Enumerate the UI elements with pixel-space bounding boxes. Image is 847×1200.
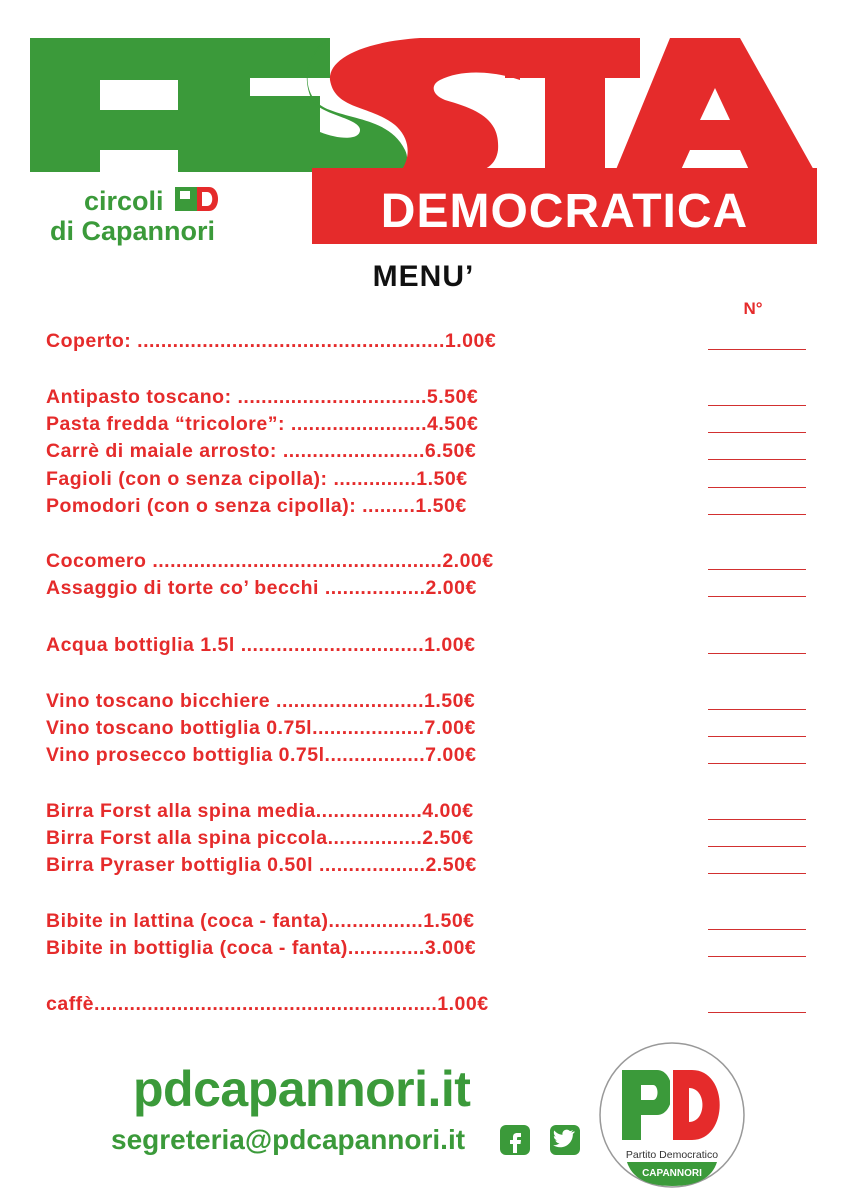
menu-item-text: Bibite in lattina (coca - fanta)................1.50€: [46, 910, 475, 932]
quantity-blank-line[interactable]: [708, 1012, 806, 1013]
menu-item: [46, 493, 846, 519]
website-text[interactable]: pdcapannori.it: [133, 1061, 471, 1117]
quantity-blank-line[interactable]: [708, 432, 806, 433]
menu-item-text: Pasta fredda “tricolore”: .......................4.50€: [46, 413, 479, 435]
quantity-blank-line[interactable]: [708, 487, 806, 488]
menu-item-text: Antipasto toscano: ................................5.50€: [46, 386, 479, 408]
circoli-line2: di Capannori: [50, 216, 216, 246]
quantity-blank-line[interactable]: [708, 459, 806, 460]
menu-item-text: Birra Forst alla spina media..................4.00€: [46, 800, 474, 822]
pd-capannori-logo: [597, 1040, 747, 1190]
menu-item-text: Bibite in bottiglia (coca - fanta).............3.00€: [46, 937, 477, 959]
menu-item-text: Carrè di maiale arrosto: ........................6.50€: [46, 440, 477, 462]
quantity-blank-line[interactable]: [708, 514, 806, 515]
menu-item: [46, 548, 846, 574]
menu-item-text: Birra Forst alla spina piccola................2.50€: [46, 827, 474, 849]
quantity-blank-line[interactable]: [708, 956, 806, 957]
menu-item-text: Cocomero .................................................2.00€: [46, 550, 494, 572]
menu-item: [46, 688, 846, 714]
menu-item-text: Acqua bottiglia 1.5l ...............................1.00€: [46, 634, 476, 656]
quantity-blank-line[interactable]: [708, 819, 806, 820]
menu-item: [46, 991, 846, 1017]
menu-item: [46, 328, 846, 354]
menu-item: [46, 852, 846, 878]
logo-place-text: CAPANNORI: [642, 1168, 702, 1179]
logo-party-text: Partito Democratico: [625, 1149, 719, 1161]
quantity-blank-line[interactable]: [708, 405, 806, 406]
quantity-blank-line[interactable]: [708, 736, 806, 737]
menu-item: [46, 825, 846, 851]
menu-item-text: Vino prosecco bottiglia 0.75l.................7.00€: [46, 744, 477, 766]
quantity-blank-line[interactable]: [708, 873, 806, 874]
menu-item: [46, 466, 846, 492]
menu-item: [46, 438, 846, 464]
quantity-blank-line[interactable]: [708, 929, 806, 930]
quantity-blank-line[interactable]: [708, 349, 806, 350]
twitter-icon[interactable]: [550, 1125, 580, 1155]
email-text[interactable]: segreteria@pdcapannori.it: [111, 1124, 466, 1155]
menu-item: [46, 798, 846, 824]
menu-item: [46, 575, 846, 601]
pd-logo-icon: [622, 1068, 720, 1142]
quantity-blank-line[interactable]: [708, 596, 806, 597]
menu-item-text: Coperto: ....................................................1.00€: [46, 330, 497, 352]
menu-item: [46, 384, 846, 410]
quantity-blank-line[interactable]: [708, 846, 806, 847]
menu-item-text: Pomodori (con o senza cipolla): .........1.50€: [46, 495, 467, 517]
menu-item: [46, 632, 846, 658]
menu-title: MENU’: [372, 260, 475, 293]
facebook-icon[interactable]: [500, 1125, 530, 1155]
menu-item-text: Assaggio di torte co’ becchi .................2.00€: [46, 577, 477, 599]
quantity-blank-line[interactable]: [708, 569, 806, 570]
quantity-blank-line[interactable]: [708, 763, 806, 764]
menu-item: [46, 935, 846, 961]
menu-item-text: Birra Pyraser bottiglia 0.50l ..................2.50€: [46, 854, 477, 876]
menu-item: [46, 742, 846, 768]
count-column-header: N°: [743, 299, 763, 318]
menu-item: [46, 715, 846, 741]
democratica-text: DEMOCRATICA: [380, 185, 749, 238]
circoli-line1: circoli: [84, 186, 164, 216]
menu-item-text: Fagioli (con o senza cipolla): ..............1.50€: [46, 468, 468, 490]
menu-item-text: caffè..........................................................1.00€: [46, 993, 489, 1015]
quantity-blank-line[interactable]: [708, 653, 806, 654]
menu-item: [46, 908, 846, 934]
menu-item-text: Vino toscano bottiglia 0.75l...................7.00€: [46, 717, 476, 739]
menu-item-text: Vino toscano bicchiere .........................1.50€: [46, 690, 476, 712]
menu-item: [46, 411, 846, 437]
quantity-blank-line[interactable]: [708, 709, 806, 710]
